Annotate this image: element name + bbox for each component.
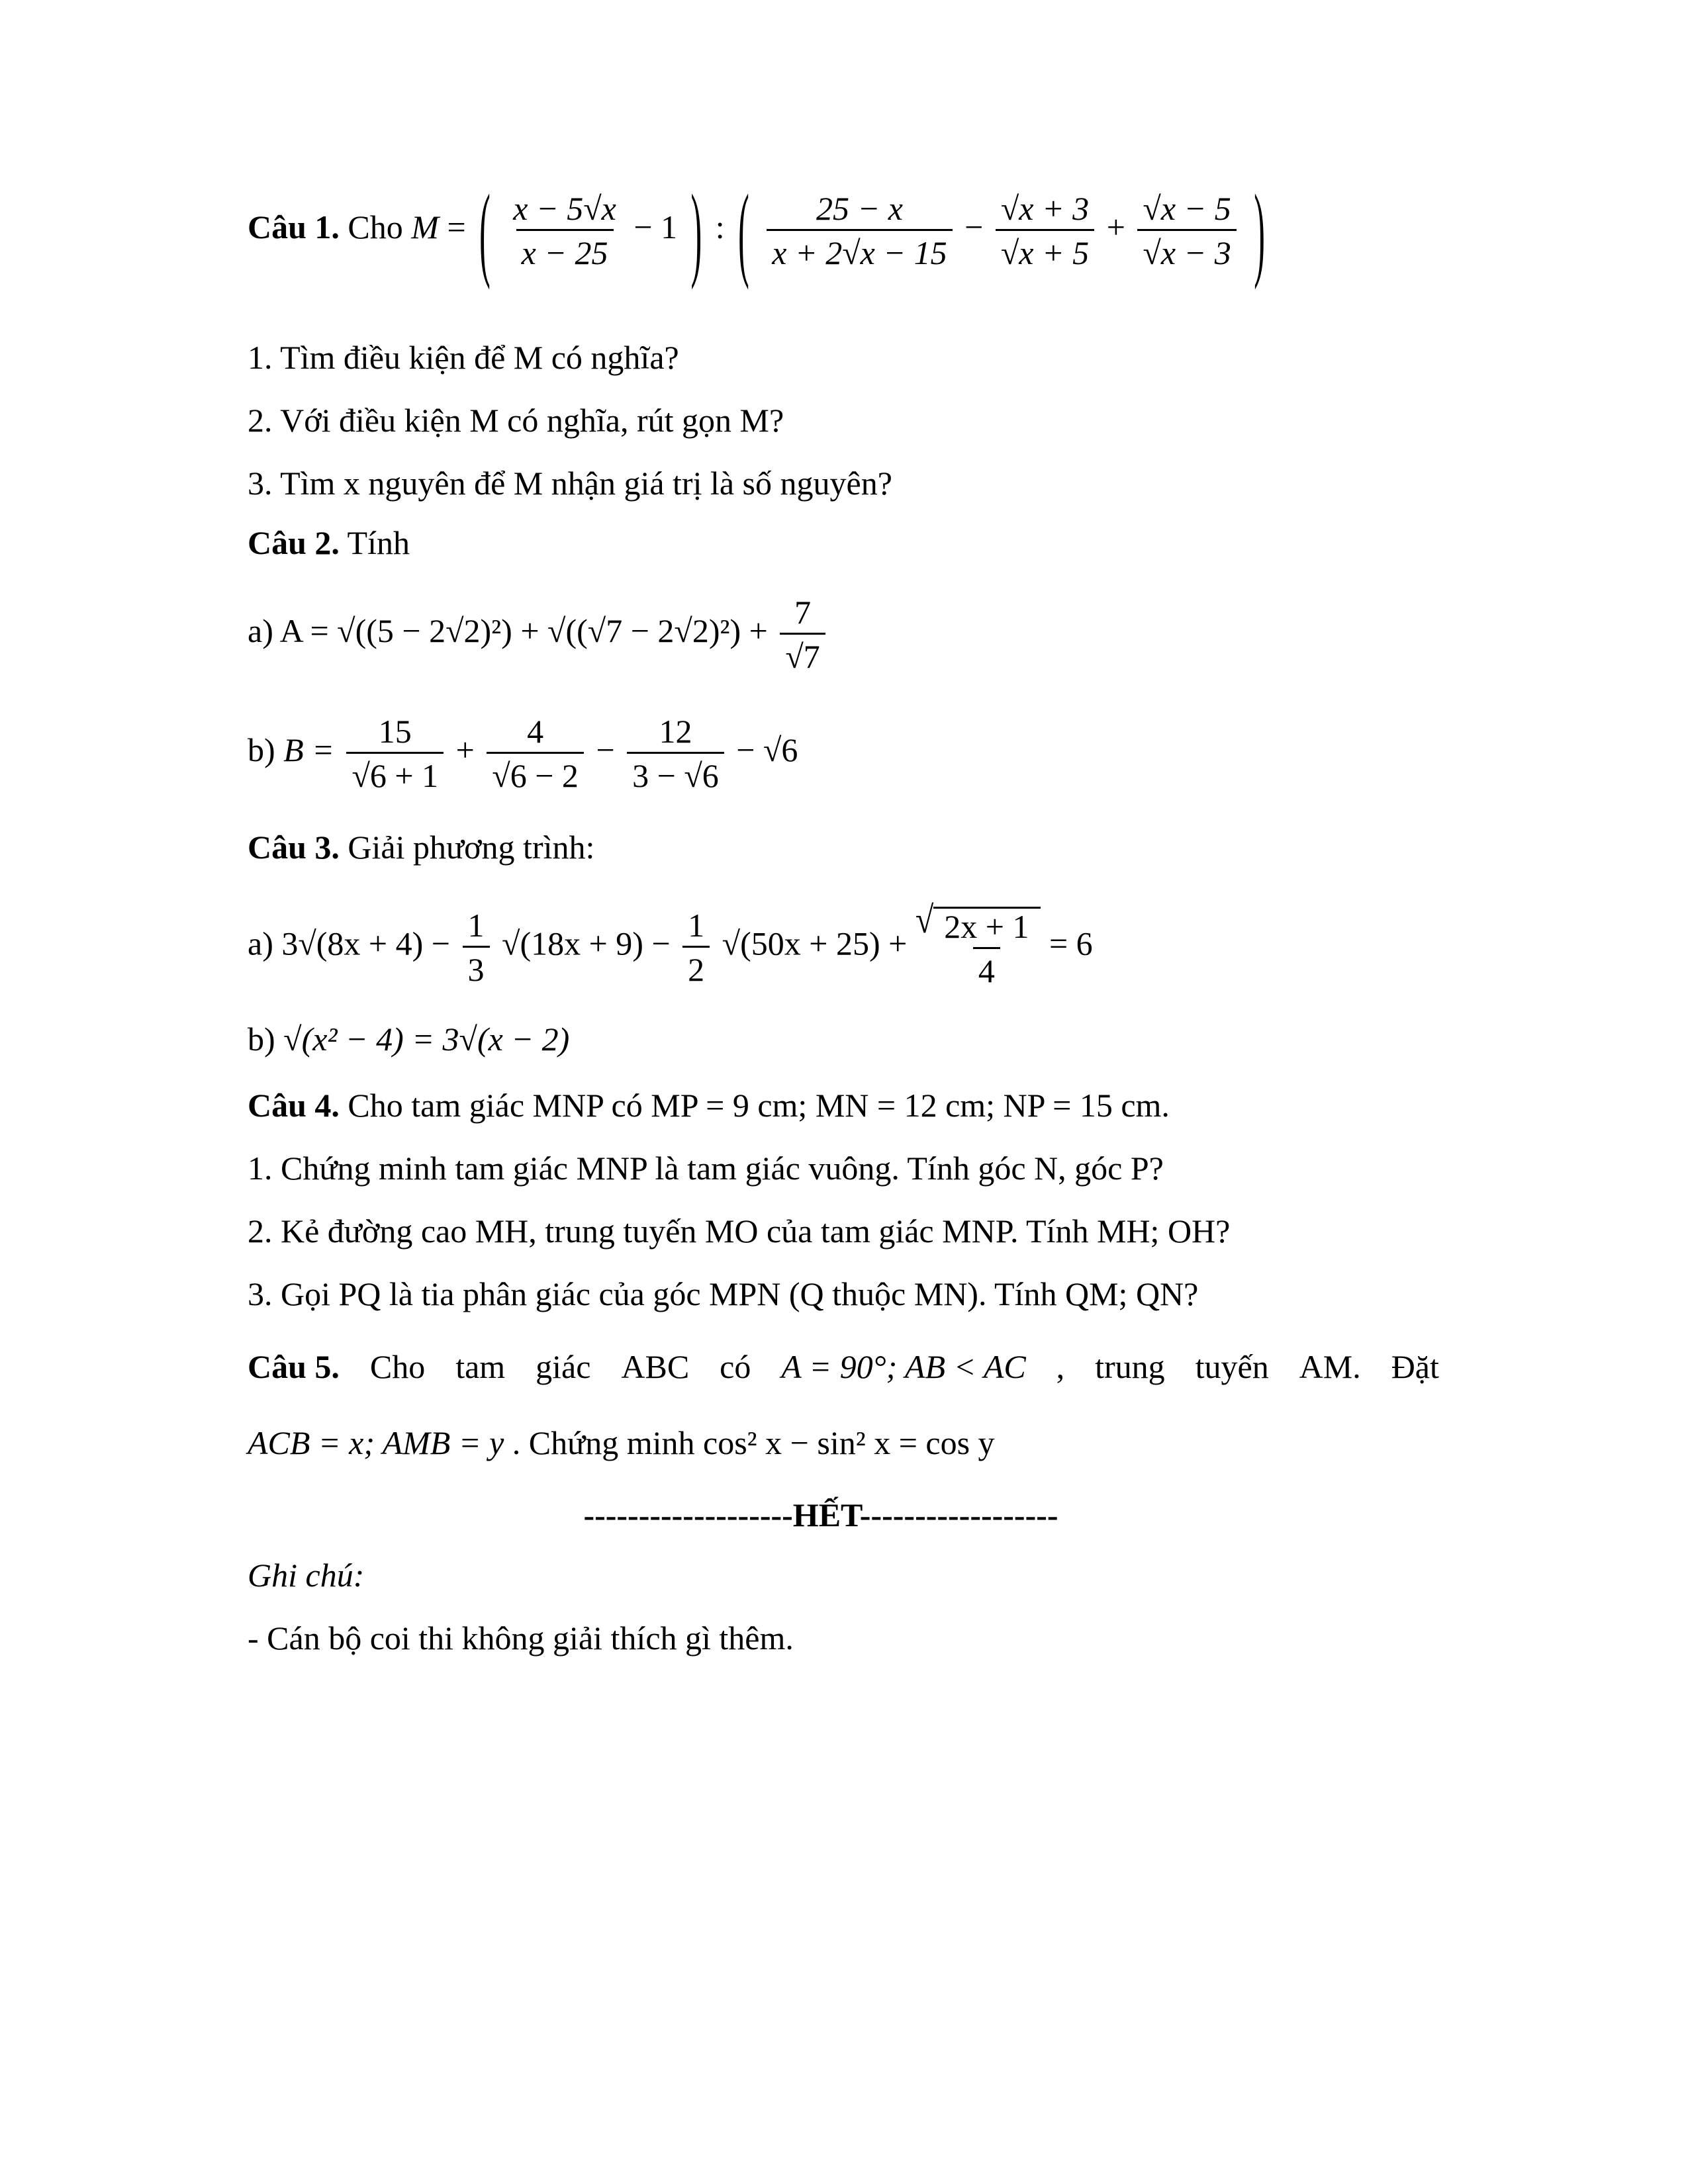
q4-item-1: 1. Chứng minh tam giác MNP là tam giác vuông. Tính góc N, góc P? — [248, 1150, 1164, 1187]
q4-text: Cho tam giác MNP có MP = 9 cm; MN = 12 cm; NP = 15 cm. — [348, 1087, 1170, 1124]
q1-paren-close-2: ) — [1254, 171, 1265, 291]
q2b-label: b) — [248, 731, 275, 768]
q3-text: Giải phương trình: — [348, 829, 595, 866]
q2a-label: a) — [248, 612, 273, 649]
q5-tail-4: AM. — [1299, 1348, 1361, 1385]
q2b-frac1-den: √6 + 1 — [346, 752, 444, 792]
q2a-expr2: √((√7 − 2√2)²) — [547, 612, 741, 649]
q1-frac2 — [767, 192, 952, 269]
q2b-frac2-den: √6 − 2 — [487, 752, 584, 792]
q5-tail-3: tuyến — [1195, 1348, 1269, 1385]
q5-formula: cos² x − sin² x = cos y — [703, 1424, 995, 1461]
q1-frac2-num: 25 − x — [816, 190, 903, 227]
q3a-rhs: = 6 — [1049, 925, 1093, 962]
q2a-frac — [780, 596, 825, 673]
q3a-line — [248, 898, 1093, 989]
q4-heading — [248, 1089, 1170, 1122]
end-separator: -------------------HẾT------------------ — [583, 1496, 1058, 1533]
q3b-expr: √(x² − 4) = 3√(x − 2) — [283, 1021, 570, 1058]
radical-icon: √ — [915, 898, 934, 941]
q3a-plus: + — [888, 925, 908, 962]
q3a-frac2 — [682, 906, 710, 988]
q2a-frac-den: √7 — [780, 633, 825, 673]
q1-item-2: 2. Với điều kiện M có nghĩa, rút gọn M? — [248, 402, 784, 439]
q1-frac1 — [508, 192, 622, 269]
q1-frac4-den: √x − 3 — [1137, 229, 1236, 269]
q5-word-1: Cho — [369, 1348, 426, 1385]
q3a-label: a) — [248, 925, 273, 962]
q3a-minus2: − — [651, 925, 671, 962]
q2b-frac1 — [346, 715, 444, 792]
q5-line-2 — [248, 1426, 995, 1459]
q2b-frac1-num: 15 — [378, 713, 412, 750]
q3a-t2: √(18x + 9) — [502, 925, 643, 962]
q5-tail-5: Đặt — [1391, 1348, 1439, 1385]
q2a-plus: + — [520, 612, 539, 649]
q2b-frac2-num: 4 — [527, 713, 544, 750]
q3a-frac2-num: 1 — [688, 906, 705, 944]
note-title: Ghi chú: — [248, 1557, 365, 1594]
q3a-frac1-num: 1 — [467, 906, 485, 944]
q5-word-3: giác — [536, 1348, 591, 1385]
q3a-t3: √(50x + 25) — [722, 925, 880, 962]
q1-M: M — [411, 208, 439, 246]
q1-paren-open-1: ( — [479, 171, 491, 291]
q2a-line — [248, 596, 829, 673]
q3-heading — [248, 831, 594, 864]
q2-text: Tính — [347, 524, 410, 561]
q4-item-2: 2. Kẻ đường cao MH, trung tuyến MO của tam giác MNP. Tính MH; OH? — [248, 1212, 1231, 1250]
q5-word-5: có — [720, 1348, 751, 1385]
q3a-t1: 3√(8x + 4) — [281, 925, 424, 962]
q5-word-2: tam — [455, 1348, 506, 1385]
q1-item-3: 3. Tìm x nguyên để M nhận giá trị là số nguyên? — [248, 465, 892, 502]
q4-label: Câu 4. — [248, 1087, 340, 1124]
q1-text: Cho — [348, 208, 403, 246]
q2b-tail: − √6 — [736, 731, 798, 768]
q2b-frac3-den: 3 − √6 — [627, 752, 724, 792]
q2b-minus: − — [596, 731, 615, 768]
q5-line-1 — [248, 1350, 1439, 1383]
q3a-frac1-den: 3 — [463, 946, 490, 986]
q1-frac3 — [996, 192, 1094, 269]
q5-condition: A = 90°; AB < AC — [781, 1348, 1026, 1385]
note-text: - Cán bộ coi thi không giải thích gì thêm. — [248, 1619, 794, 1657]
q1-paren-close-1: ) — [690, 171, 702, 291]
q2b-line — [248, 715, 798, 792]
q3a-frac3 — [939, 910, 1034, 987]
q3-label: Câu 3. — [248, 829, 340, 866]
q2b-frac2 — [487, 715, 584, 792]
q1-item-1: 1. Tìm điều kiện để M có nghĩa? — [248, 339, 679, 376]
q1-label: Câu 1. — [248, 208, 340, 246]
q2a-expr1: A = √((5 − 2√2)²) — [279, 612, 512, 649]
q5-tail-1: , — [1056, 1348, 1065, 1385]
q1-line — [248, 171, 1270, 291]
q2b-plus: + — [455, 731, 475, 768]
q1-frac2-den: x + 2√x − 15 — [767, 229, 952, 269]
q3a-frac3-num: 2x + 1 — [944, 908, 1029, 945]
q3a-frac2-den: 2 — [682, 946, 710, 986]
q5-word-4: ABC — [621, 1348, 690, 1385]
q1-frac1-den: x − 25 — [516, 229, 614, 269]
q1-frac4-num: √x − 5 — [1143, 190, 1231, 227]
q3a-frac3-den: 4 — [973, 947, 1000, 987]
q3b-line — [248, 1023, 569, 1056]
q1-minus1: − 1 — [633, 208, 678, 246]
q1-frac3-num: √x + 3 — [1000, 190, 1090, 227]
q5-angles: ACB = x; AMB = y — [248, 1424, 504, 1461]
q2a-frac-num: 7 — [794, 594, 812, 631]
q1-frac1-num: x − 5√x — [513, 190, 616, 227]
q1-frac4 — [1137, 192, 1236, 269]
q3b-label: b) — [248, 1021, 275, 1058]
q1-plus: + — [1106, 208, 1125, 246]
q1-colon: : — [715, 208, 725, 246]
q2b-frac3 — [627, 715, 724, 792]
q5-line2-text: . Chứng minh — [512, 1424, 695, 1461]
q5-label: Câu 5. — [248, 1348, 340, 1385]
q1-paren-open-2: ( — [738, 171, 749, 291]
q5-tail-2: trung — [1095, 1348, 1165, 1385]
q1-frac3-den: √x + 5 — [996, 229, 1094, 269]
q2b-frac3-num: 12 — [659, 713, 692, 750]
q3a-sqrt-frac — [915, 898, 1041, 989]
q4-item-3: 3. Gọi PQ là tia phân giác của góc MPN (Q thuộc MN). Tính QM; QN? — [248, 1275, 1199, 1312]
q3a-minus1: − — [431, 925, 450, 962]
q2-heading — [248, 526, 410, 559]
q2-label: Câu 2. — [248, 524, 340, 561]
q3a-frac1 — [463, 906, 490, 988]
q2b-B: B = — [283, 731, 334, 768]
q1-minus: − — [964, 208, 984, 246]
q2a-plus2: + — [749, 612, 768, 649]
q1-eq: = — [447, 208, 466, 246]
